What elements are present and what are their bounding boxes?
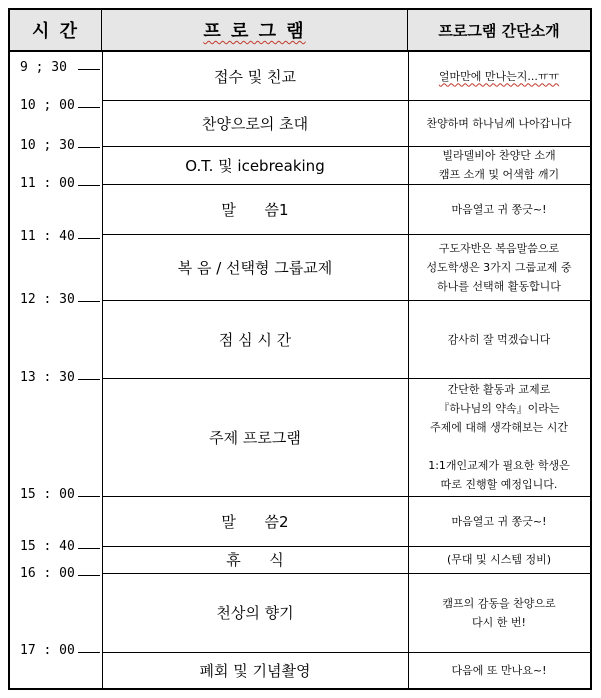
description-line: 캠프 소개 및 어색함 깨기 [438,168,560,181]
time-tick [78,652,100,653]
description-cell [408,300,590,378]
header-description: 프로그램 간단소개 [408,10,590,52]
program-cell: 말 씀2 [221,512,289,531]
description-line: 따로 진행할 예정입니다. [440,478,558,491]
description-line: 감사히 잘 먹겠습니다 [447,332,551,346]
description-cell [408,546,590,573]
time-tick [78,147,100,148]
time-tick [78,548,100,549]
time-label: 15 : 00 [20,487,75,502]
program-cell: 폐회 및 기념촬영 [199,661,311,680]
description-cell [408,378,590,496]
time-tick [78,185,100,186]
description-line: 캠프의 감동을 찬양으로 [442,596,556,610]
time-label: 9 ; 30 [20,60,67,75]
program-cell: 천상의 향기 [216,604,294,622]
time-label: 10 ; 00 [20,98,75,113]
description-line: 성도학생은 3가지 그룹교제 중 [426,260,572,274]
description-line: 다음에 또 만나요~! [451,663,547,677]
description-line: 1:1개인교제가 필요한 학생은 [428,459,570,472]
time-tick [78,69,100,70]
description-line: 구도자반은 복음말씀으로 [438,241,560,255]
time-tick [78,379,100,380]
description-cell [408,496,590,546]
time-tick [78,107,100,108]
time-label: 16 : 00 [20,566,75,581]
description-line: 다시 한 번! [472,615,526,629]
description-line: 『하나님의 약속』이라는 [438,402,560,415]
description-line: 하나를 선택해 활동합니다 [437,279,561,293]
description-cell [408,184,590,234]
program-cell: 주제 프로그램 [209,428,301,447]
description-line: 마음열고 귀 쫑긋~! [451,202,547,216]
header-program-label: 프 로 그 램 [203,21,306,42]
program-cell: 복 음 / 선택형 그룹교제 [177,258,333,277]
description-cell [408,100,590,146]
time-label: 13 : 30 [20,370,75,385]
program-cell: 찬양으로의 초대 [201,114,309,133]
time-tick [78,238,100,239]
description-cell [408,146,590,184]
program-cell: 말 씀1 [221,200,289,219]
description-line: 간단한 활동과 교제로 [447,383,551,396]
time-label: 12 : 30 [20,292,75,307]
description-cell [408,652,590,688]
time-label: 11 : 00 [20,176,75,191]
time-label: 10 ; 30 [20,138,75,153]
header-time: 시 간 [10,10,102,52]
time-label: 17 : 00 [20,643,75,658]
description-line: (무대 및 시스템 정비) [446,553,552,566]
schedule-table [8,8,592,690]
program-cell: 점 심 시 간 [218,330,292,349]
time-tick [78,301,100,302]
description-cell [408,234,590,300]
description-line: 마음열고 귀 쫑긋~! [451,514,547,528]
time-tick [78,496,100,497]
description-line: 빌라델비아 찬양단 소개 [442,149,556,162]
time-label: 15 : 40 [20,539,75,554]
description-line: 찬양하며 하나님께 나아갑니다 [426,116,572,130]
program-cell: 접수 및 친교 [214,67,296,86]
description-line: 주제에 대해 생각해보는 시간 [429,421,568,434]
program-cell: 휴 식 [226,551,284,569]
description-cell [408,573,590,652]
description-cell [408,52,590,100]
time-label: 11 : 40 [20,229,75,244]
time-tick [78,575,100,576]
description-line: 얼마만에 만나는지...ㅠㅠ [438,69,560,83]
header-program [102,10,408,52]
program-cell: O.T. 및 icebreaking [185,156,325,175]
